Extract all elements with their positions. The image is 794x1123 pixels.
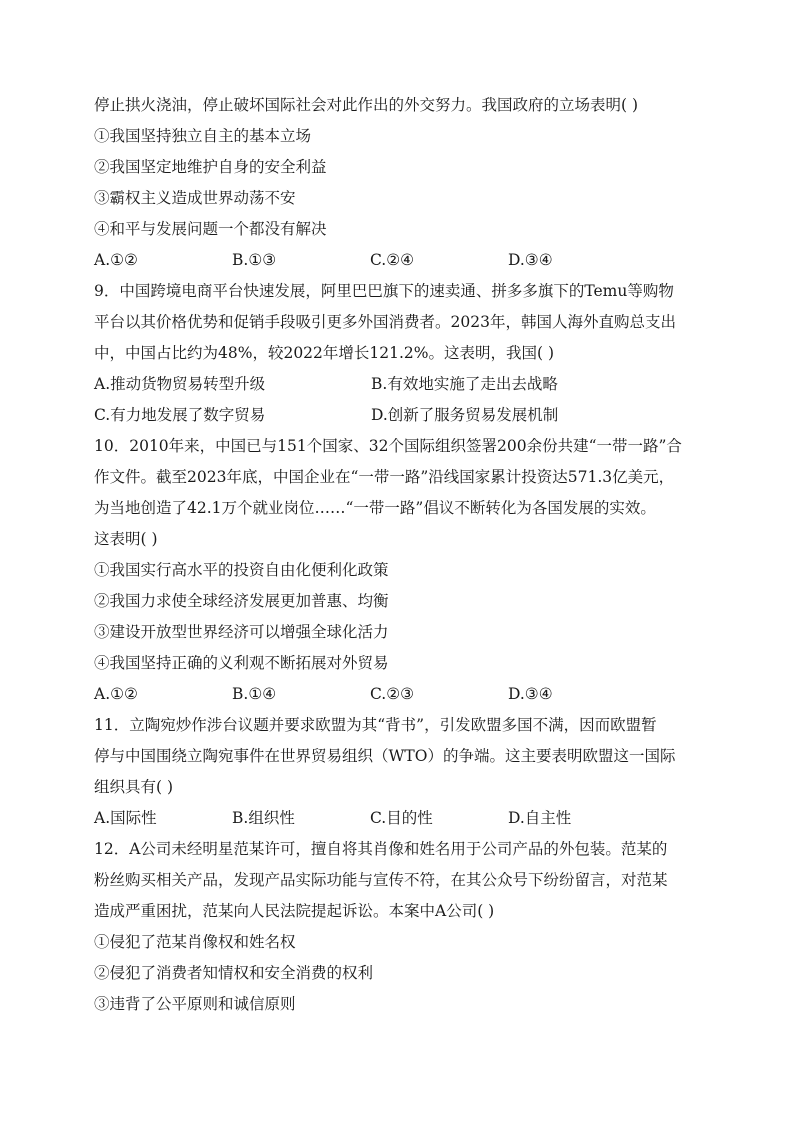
question-9 (94, 276, 704, 431)
question-stem-line: 这表明( ) (94, 530, 158, 548)
option-b: B.①④ (232, 685, 277, 703)
statement-item: ③霸权主义造成世界动荡不安 (94, 189, 296, 207)
option-b: B.①③ (232, 251, 277, 269)
answer-options (94, 803, 704, 834)
question-10 (94, 431, 704, 710)
option-a: A.①② (94, 251, 138, 269)
statement-item: ②侵犯了消费者知情权和安全消费的权利 (94, 964, 374, 982)
question-stem-line: 9．中国跨境电商平台快速发展，阿里巴巴旗下的速卖通、拼多多旗下的Temu等购物 (94, 282, 674, 300)
exam-page (94, 90, 704, 1020)
statement-item: ③建设开放型世界经济可以增强全球化活力 (94, 623, 389, 641)
question-stem-line: 作文件。截至2023年底，中国企业在“一带一路”沿线国家累计投资达571.3亿美元， (94, 468, 675, 486)
option-a: A.国际性 (94, 809, 157, 827)
statement-item: ①我国实行高水平的投资自由化便利化政策 (94, 561, 389, 579)
question-stem-line: 12．A公司未经明星范某许可，擅自将其肖像和姓名用于公司产品的外包装。范某的 (94, 840, 668, 858)
option-a: A.推动货物贸易转型升级 (94, 375, 266, 393)
option-c: C.有力地发展了数字贸易 (94, 406, 266, 424)
statement-item: ②我国力求使全球经济发展更加普惠、均衡 (94, 592, 389, 610)
statement-item: ①我国坚持独立自主的基本立场 (94, 127, 312, 145)
statement-item: ④我国坚持正确的义利观不断拓展对外贸易 (94, 654, 389, 672)
statement-item: ④和平与发展问题一个都没有解决 (94, 220, 327, 238)
option-b: B.组织性 (232, 809, 295, 827)
question-stem-line: 中，中国占比约为48%，较2022年增长121.2%。这表明，我国( ) (94, 344, 555, 362)
option-d: D.自主性 (508, 809, 572, 827)
statement-item: ③违背了公平原则和诚信原则 (94, 995, 296, 1013)
question-stem-line: 停与中国围绕立陶宛事件在世界贸易组织（WTO）的争端。这主要表明欧盟这一国际 (94, 747, 676, 765)
answer-options (94, 369, 704, 400)
option-d: D.③④ (508, 685, 553, 703)
statement-item: ②我国坚定地维护自身的安全利益 (94, 158, 327, 176)
question-stem-line: 10．2010年来，中国已与151个国家、32个国际组织签署200余份共建“一带一路”合 (94, 437, 682, 455)
answer-options (94, 679, 704, 710)
option-d: D.③④ (508, 251, 553, 269)
question-stem-line: 11．立陶宛炒作涉台议题并要求欧盟为其“背书”，引发欧盟多国不满，因而欧盟暂 (94, 716, 657, 734)
option-d: D.创新了服务贸易发展机制 (371, 406, 559, 424)
option-c: C.目的性 (370, 809, 433, 827)
question-stem-line: 粉丝购买相关产品，发现产品实际功能与宣传不符，在其公众号下纷纷留言，对范某 (94, 871, 668, 889)
question-8 (94, 90, 704, 276)
answer-options (94, 245, 704, 276)
option-a: A.①② (94, 685, 138, 703)
option-c: C.②③ (370, 685, 415, 703)
option-b: B.有效地实施了走出去战略 (371, 375, 558, 393)
question-stem-line: 停止拱火浇油，停止破坏国际社会对此作出的外交努力。我国政府的立场表明( ) (94, 96, 639, 114)
question-stem-line: 造成严重困扰，范某向人民法院提起诉讼。本案中A公司( ) (94, 902, 495, 920)
question-stem-line: 组织具有( ) (94, 778, 174, 796)
question-12 (94, 834, 704, 1020)
question-stem-line: 为当地创造了42.1万个就业岗位……“一带一路”倡议不断转化为各国发展的实效。 (94, 499, 656, 517)
question-11 (94, 710, 704, 834)
statement-item: ①侵犯了范某肖像权和姓名权 (94, 933, 296, 951)
question-stem-line: 平台以其价格优势和促销手段吸引更多外国消费者。2023年，韩国人海外直购总支出 (94, 313, 676, 331)
option-c: C.②④ (370, 251, 415, 269)
answer-options (94, 400, 704, 431)
